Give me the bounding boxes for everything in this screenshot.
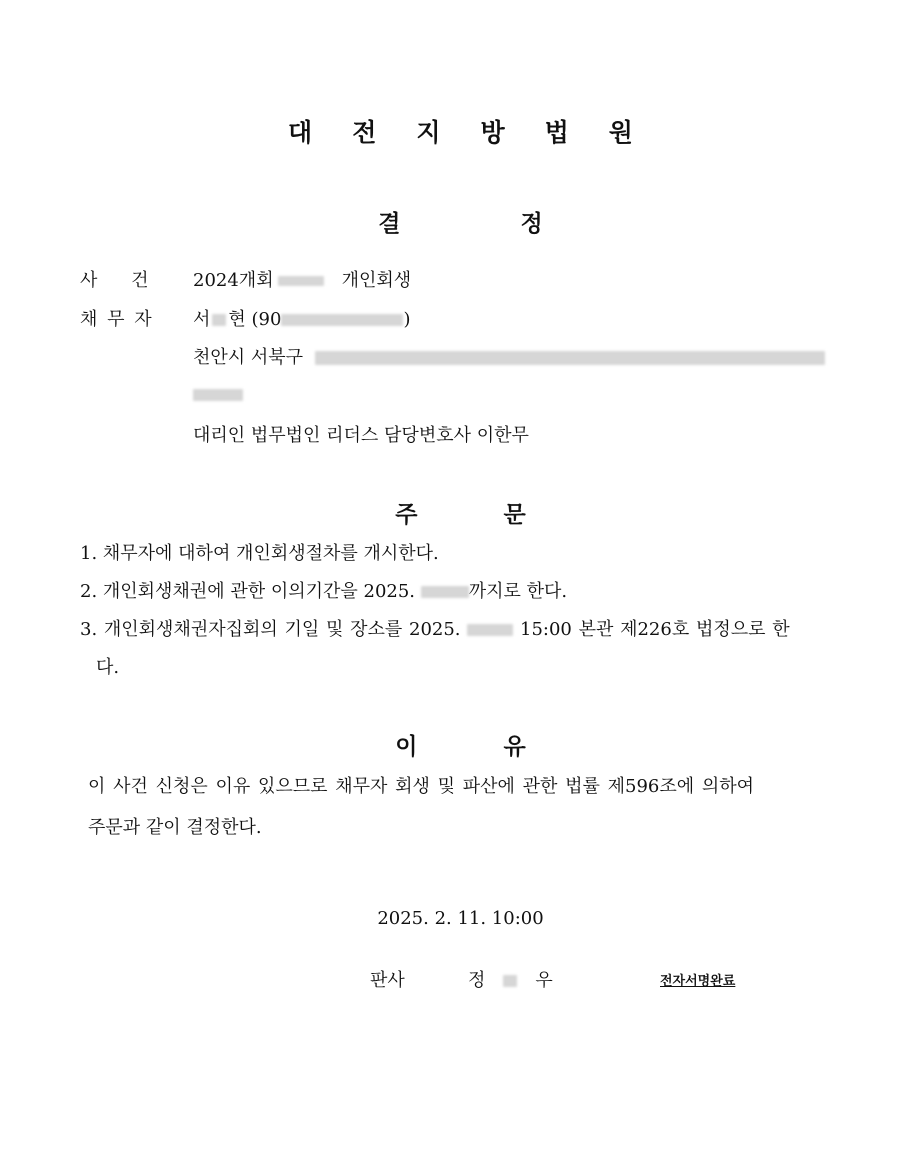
debtor-name-first: 서	[193, 309, 211, 330]
order-item-1: 1. 채무자에 대하여 개인회생절차를 개시한다.	[80, 543, 439, 564]
redacted-judge-name	[503, 975, 517, 987]
order-title-char-2: 문	[503, 502, 526, 528]
judge-name	[468, 966, 553, 992]
judge-name-last: 우	[535, 970, 553, 991]
redacted-meeting-date	[467, 624, 513, 636]
redacted-debtor-address-cont	[193, 389, 243, 401]
debtor-agent: 대리인 법무법인 리더스 담당변호사 이한무	[193, 425, 529, 446]
order-title-char-1: 주	[395, 502, 418, 528]
debtor-id-open: (90	[251, 309, 282, 330]
judge-name-first: 정	[468, 970, 486, 991]
decision-title	[0, 205, 921, 238]
debtor-address-line-1	[193, 343, 825, 369]
decision-title-char-2: 정	[520, 211, 543, 237]
order-item-3	[80, 615, 790, 641]
decision-date: 2025. 2. 11. 10:00	[377, 908, 544, 929]
decision-title-char-1: 결	[378, 211, 401, 237]
debtor-id-close: )	[403, 309, 411, 330]
case-type: 개인회생	[341, 270, 412, 291]
debtor-address-line-2	[193, 384, 243, 403]
redacted-debtor-address	[315, 351, 825, 365]
order-item-3-wrap: 다.	[96, 657, 120, 678]
judge-title: 판사	[370, 970, 405, 991]
redacted-debtor-name	[212, 314, 226, 326]
court-name: 대전지방법원	[288, 118, 673, 147]
redacted-case-number	[278, 276, 324, 286]
reason-line-1: 이 사건 신청은 이유 있으므로 채무자 회생 및 파산에 관한 법률 제596조에 의하여	[88, 776, 755, 797]
debtor-name-last: 현	[228, 309, 246, 330]
debtor-name-line	[193, 305, 410, 331]
reason-title-char-1: 이	[395, 734, 418, 760]
order-title	[0, 496, 921, 529]
e-signature-mark: 전자서명완료	[660, 974, 736, 989]
case-line	[193, 266, 411, 292]
redacted-debtor-id	[281, 314, 403, 326]
order-item-2-pre: 2. 개인회생채권에 관한 이의기간을 2025.	[80, 581, 416, 602]
reason-title	[0, 728, 921, 761]
order-item-3-pre: 3. 개인회생채권자집회의 기일 및 장소를 2025.	[80, 619, 461, 640]
reason-line-2: 주문과 같이 결정한다.	[88, 817, 262, 838]
reason-title-char-2: 유	[503, 734, 526, 760]
case-number-prefix: 2024개회	[193, 270, 274, 291]
case-label: 사 건	[80, 270, 149, 291]
order-item-2	[80, 577, 567, 603]
redacted-objection-date	[421, 586, 469, 598]
order-item-2-post: 까지로 한다.	[468, 581, 568, 602]
debtor-label: 채 무 자	[80, 309, 152, 330]
order-item-3-post: 15:00 본관 제226호 법정으로 한	[520, 619, 790, 640]
debtor-address-prefix: 천안시 서북구	[193, 347, 304, 368]
